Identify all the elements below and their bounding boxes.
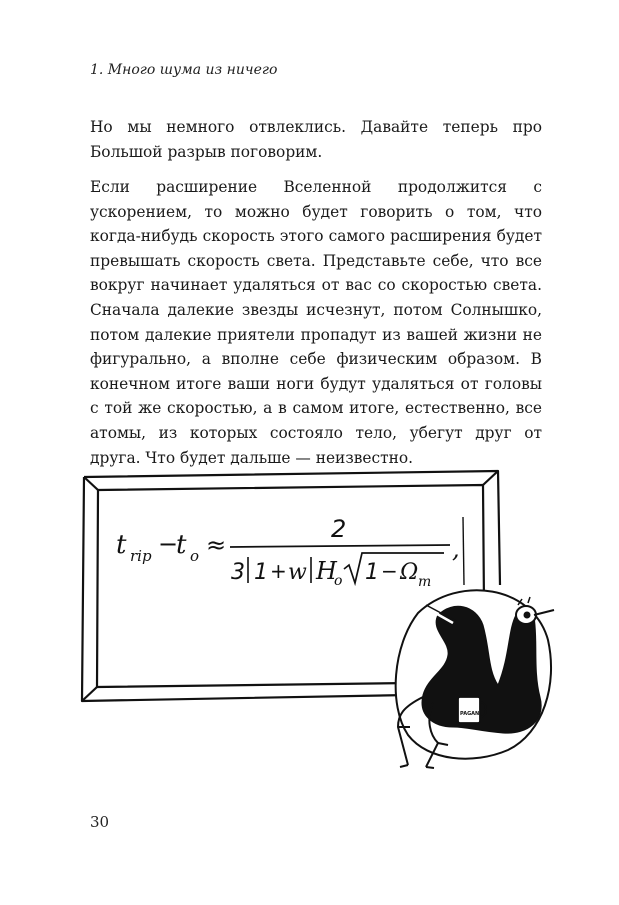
paragraph-2: Если расширение Вселенной продолжится с ускорением, то можно будет говорить о том, что когда-нибудь скорость этого самого расширения будет превышать скорость света. Представьте себе, что все вокруг начинает удаляться от вас со скоростью света. Сначала далекие звезды исчезнут, потом Солнышко, потом далекие приятели пропадут из вашей жизни не фигурально, а вполне себе физическим образом. В конечном итоге ваши ноги будут удаляться от головы с той же скоростью, а в самом итоге, естественно, все атомы, из которых состояло тело, убегут друг от друга. Что будет дальше — неизвестно.: [90, 178, 542, 467]
page-number: 30: [90, 813, 110, 831]
formula-H-sub: o: [334, 573, 343, 589]
formula-minus-b: −: [381, 559, 398, 583]
formula: [116, 515, 464, 590]
mug-label: PAGANI: [460, 711, 482, 717]
formula-one-b: 1: [365, 560, 379, 585]
formula-rip: rip: [130, 547, 152, 565]
formula-minus: −: [158, 530, 179, 558]
formula-three: 3: [231, 560, 245, 585]
formula-approx: ≈: [206, 531, 227, 559]
formula-comma: ,: [452, 535, 460, 563]
formula-H: H: [316, 557, 337, 585]
formula-omega-sub: m: [418, 574, 432, 590]
formula-w: w: [288, 560, 307, 585]
formula-zero: o: [190, 547, 200, 565]
paragraph-1: Но мы немного отвлеклись. Давайте теперь про Большой разрыв поговорим.: [90, 118, 542, 161]
formula-plus: +: [270, 559, 287, 583]
formula-t: t: [116, 530, 127, 560]
formula-t0: t: [176, 530, 187, 560]
chalk-stroke: [463, 517, 464, 585]
formula-numerator: 2: [331, 515, 347, 543]
formula-one: 1: [254, 560, 268, 585]
running-head: 1. Много шума из ничего: [90, 62, 278, 78]
chalkboard-illustration: [78, 465, 568, 785]
fraction-bar: [230, 545, 450, 547]
formula-omega: Ω: [400, 560, 419, 585]
